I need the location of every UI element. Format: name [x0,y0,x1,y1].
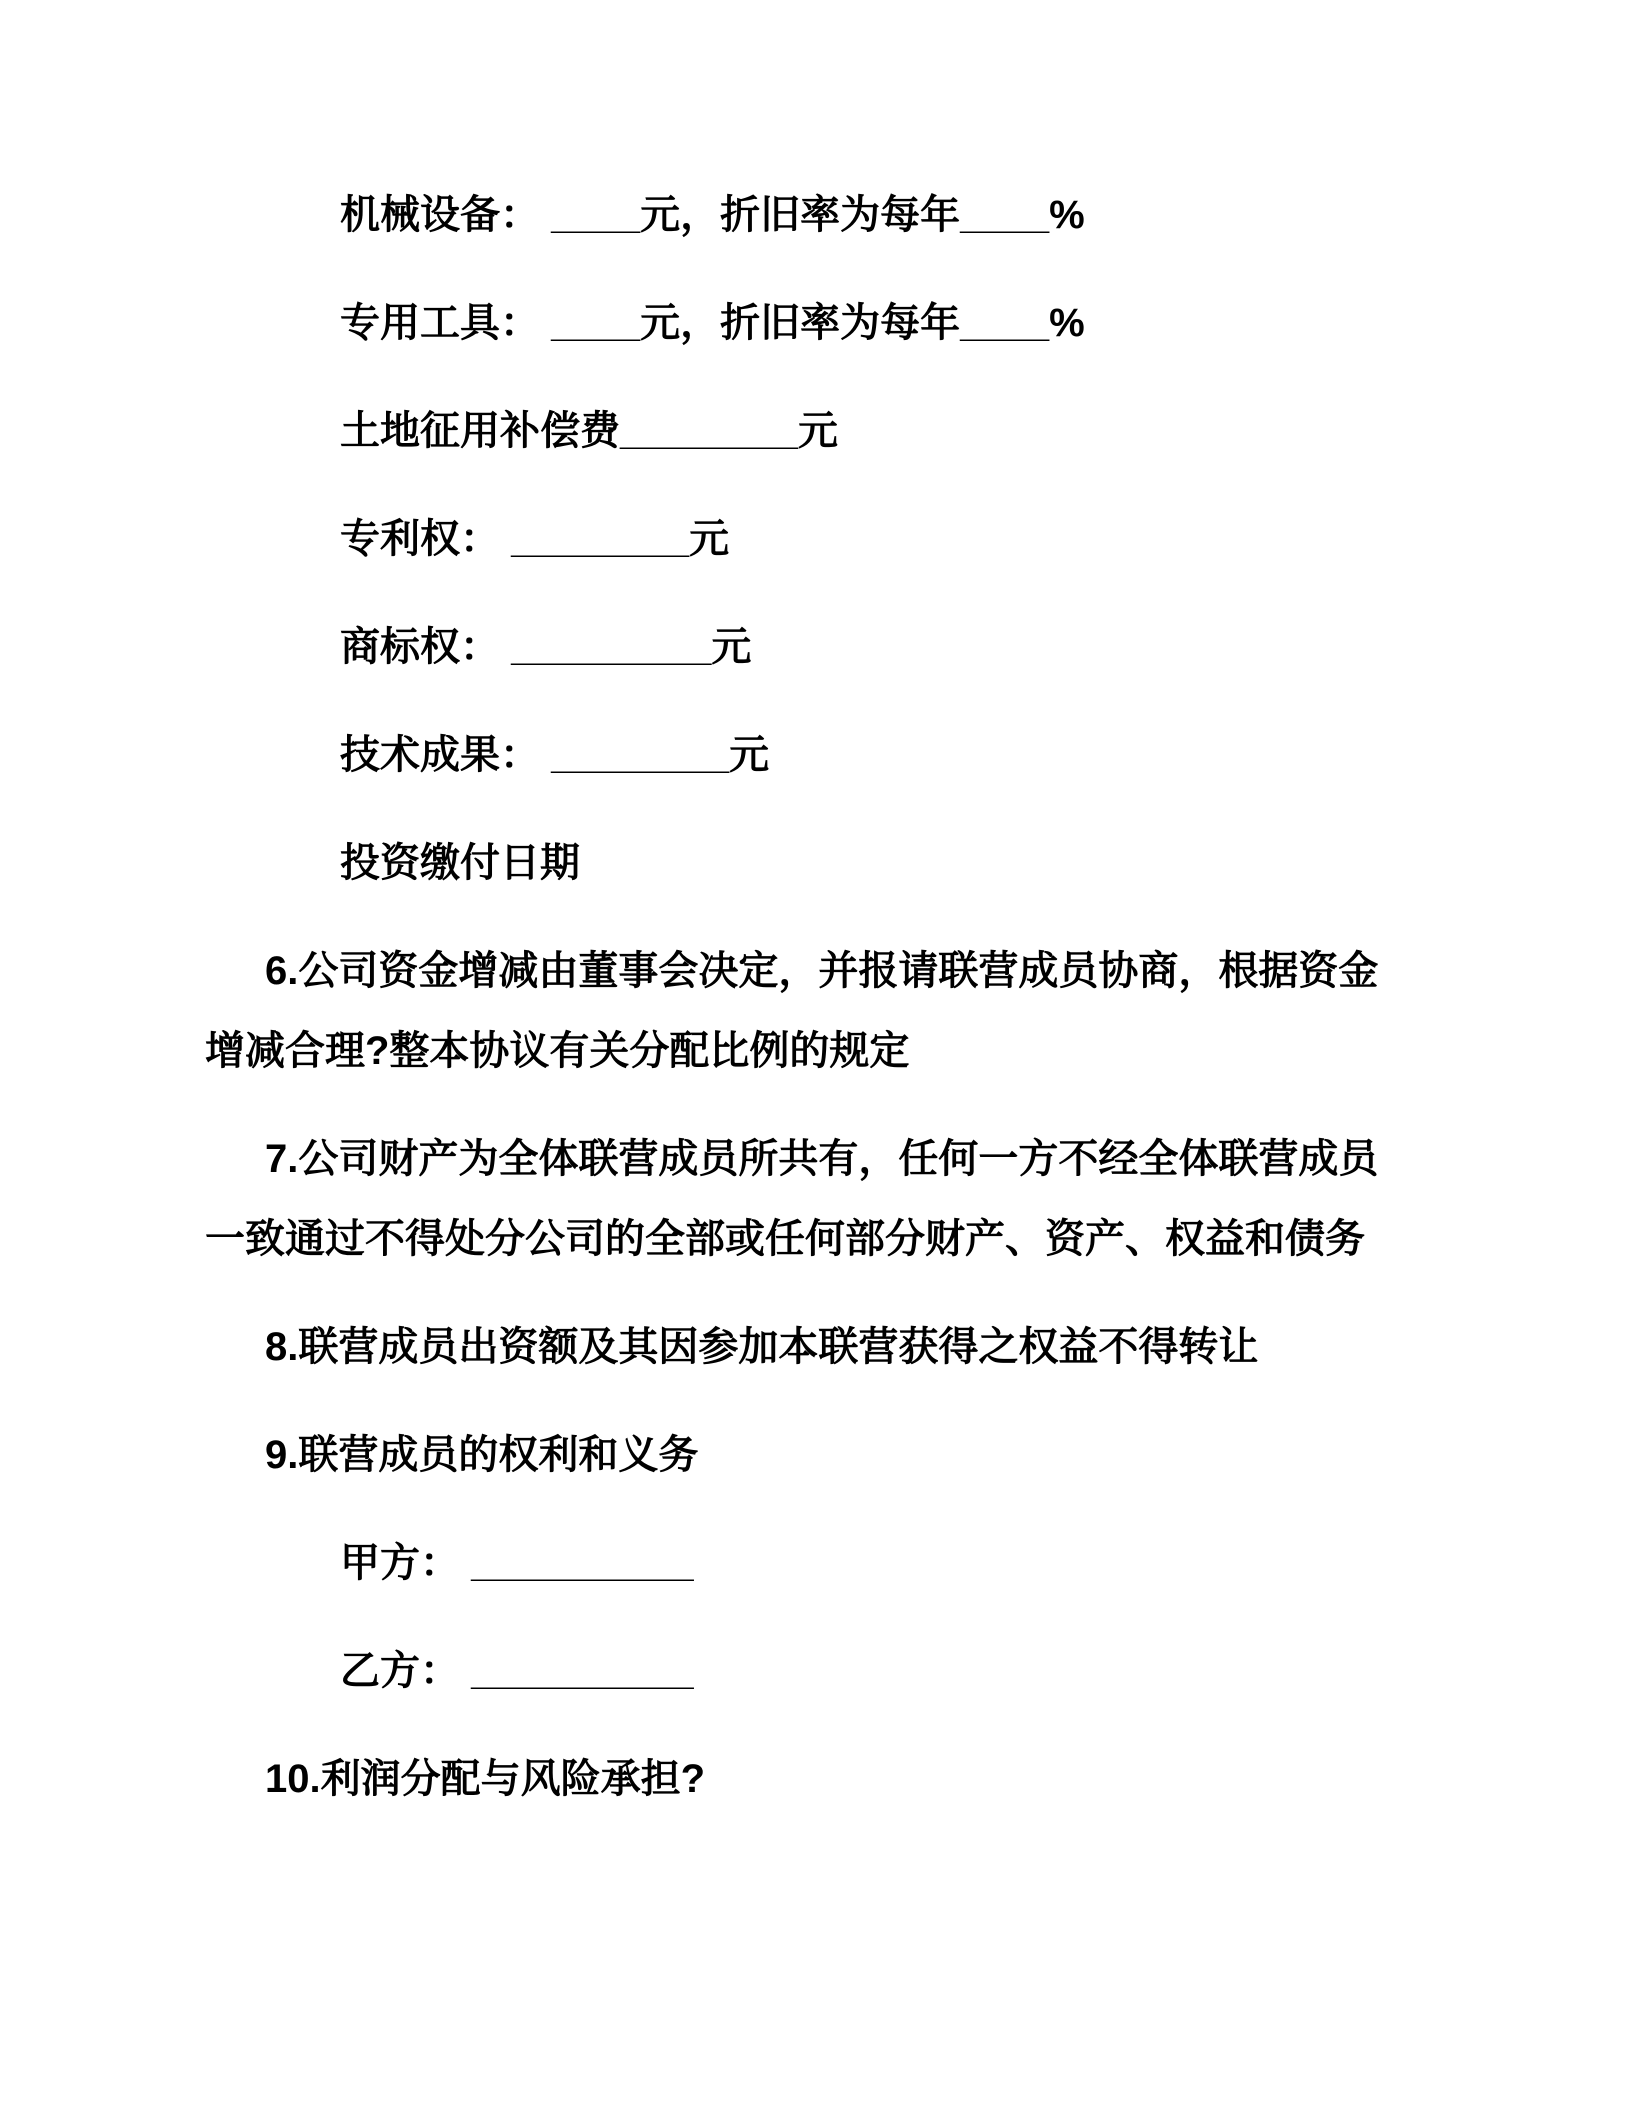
line-machinery-equipment: 机械设备： ____元，折旧率为每年____% [340,193,1085,237]
clause-8: 8.联营成员出资额及其因参加本联营获得之权益不得转让 [265,1325,1259,1369]
clause-6-line-1: 6.公司资金增减由董事会决定，并报请联营成员协商，根据资金 [265,949,1379,993]
line-party-a-blank: 甲方： __________ [340,1541,694,1585]
line-land-compensation-fee: 土地征用补偿费________元 [340,409,838,453]
line-special-tools: 专用工具： ____元，折旧率为每年____% [340,301,1085,345]
line-investment-payment-date: 投资缴付日期 [340,841,580,885]
clause-9: 9.联营成员的权利和义务 [265,1433,699,1477]
line-patent-right: 专利权： ________元 [340,517,730,561]
clause-6-line-2: 增减合理?整本协议有关分配比例的规定 [205,1029,910,1073]
clause-10: 10.利润分配与风险承担? [265,1757,706,1801]
line-technical-achievements: 技术成果： ________元 [340,733,770,777]
line-party-b-blank: 乙方： __________ [340,1649,694,1693]
line-trademark-right: 商标权： _________元 [340,625,752,669]
clause-7-line-1: 7.公司财产为全体联营成员所共有，任何一方不经全体联营成员 [265,1137,1379,1181]
clause-7-line-2: 一致通过不得处分公司的全部或任何部分财产、资产、权益和债务 [205,1217,1365,1261]
